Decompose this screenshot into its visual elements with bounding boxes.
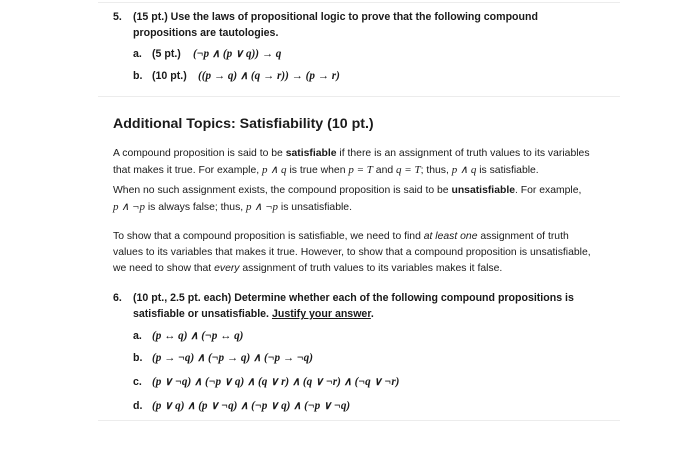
q5-prompt-line2: propositions are tautologies. [133, 27, 279, 39]
q5-prompt-line1: (15 pt.) Use the laws of propositional logic to prove that the following compound [133, 11, 538, 23]
q6a-label: a. [133, 330, 142, 342]
q5a-label: a. [133, 48, 142, 60]
q6c-label: c. [133, 376, 142, 388]
q6b-label: b. [133, 352, 143, 364]
satisfiable-definition: A compound proposition is said to be satisfiable if there is an assignment of truth values to its variables that makes it true. For example, p ∧ q is true when p = T and q = T; thus, p ∧ q is satisfiable. [113, 148, 590, 176]
q6-prompt-line1: (10 pt., 2.5 pt. each) Determine whether each of the following compound propositions is [133, 292, 574, 304]
q6d-expression: (p ∨ q) ∧ (p ∨ ¬q) ∧ (¬p ∨ q) ∧ (¬p ∨ ¬q) [152, 400, 351, 412]
proof-approach-paragraph: To show that a compound proposition is satisfiable, we need to find at least one assignment of truth values to its variables that makes it true. However, to show that a compound proposition is unsatisfiable, we need to show that every assignment of truth values to its variables makes it false. [113, 231, 591, 274]
q5b-expression: ((p → q) ∧ (q → r)) → (p → r) [198, 70, 340, 82]
unsatisfiable-definition: When no such assignment exists, the compound proposition is said to be unsatisfiable. For example, p ∧ ¬p is always false; thus, p ∧ ¬p is unsatisfiable. [113, 185, 582, 213]
section-heading: Additional Topics: Satisfiability (10 pt.) [113, 116, 374, 132]
q5b-points: (10 pt.) [152, 70, 187, 82]
q5a-points: (5 pt.) [152, 48, 181, 60]
q6-number: 6. [113, 292, 122, 304]
q6d-label: d. [133, 400, 143, 412]
q6-prompt-line2: satisfiable or unsatisfiable. Justify your answer. [133, 308, 374, 320]
q6b-expression: (p → ¬q) ∧ (¬p → q) ∧ (¬p → ¬q) [152, 352, 313, 364]
q6a-expression: (p ↔ q) ∧ (¬p ↔ q) [152, 330, 244, 342]
q5a-expression: (¬p ∧ (p ∨ q)) → q [193, 48, 282, 60]
q6c-expression: (p ∨ ¬q) ∧ (¬p ∨ q) ∧ (q ∨ r) ∧ (q ∨ ¬r) ∧ (¬q ∨ ¬r) [152, 376, 400, 388]
q5-number: 5. [113, 11, 122, 23]
q5b-label: b. [133, 70, 143, 82]
